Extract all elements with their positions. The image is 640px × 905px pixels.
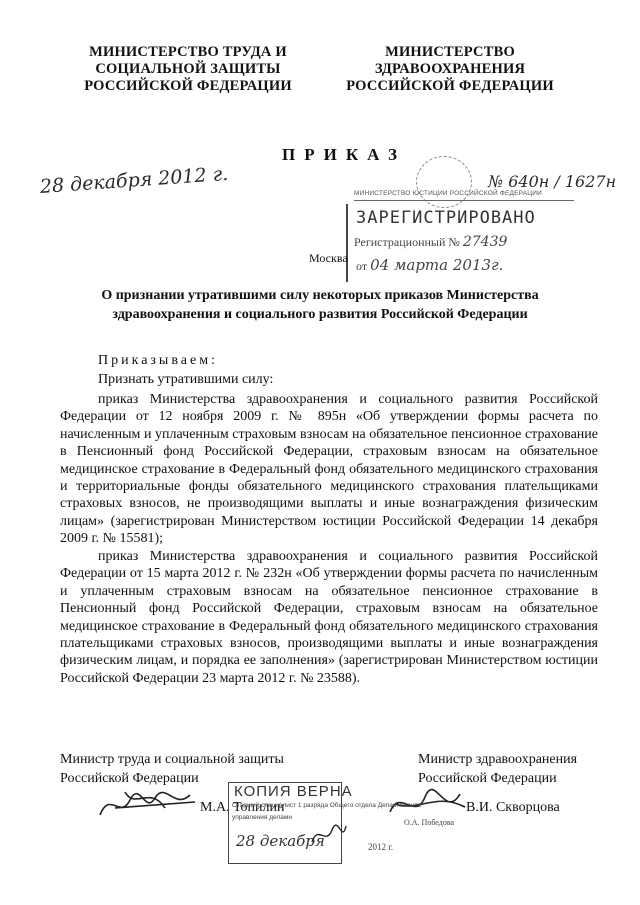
ministry-health-line-2: ЗДРАВООХРАНЕНИЯ (374, 61, 526, 77)
copy-stamp-date: 28 декабря (236, 832, 325, 850)
ministry-labor-line-2: СОЦИАЛЬНОЙ ЗАЩИТЫ (95, 61, 281, 77)
copy-stamp-signature-icon (308, 820, 348, 850)
copy-stamp-department: управления делами (232, 814, 292, 821)
stamp-reg-number-row (354, 234, 507, 250)
order-title: ПРИКАЗ (282, 145, 406, 164)
stamp-border-line (346, 204, 348, 282)
ministry-labor-line-1: МИНИСТЕРСТВО ТРУДА И (89, 44, 287, 60)
ministry-health-line-3: РОССИЙСКОЙ ФЕДЕРАЦИИ (346, 78, 554, 94)
signer-left-name: М.А. Топилин (200, 800, 285, 815)
copy-certified-stamp (228, 778, 478, 870)
paragraph-1: приказ Министерства здравоохранения и социального развития Российской Федерации от 12 ноября 2009 г. № 895н «Об утверждении формы расчета по начисленным и уплаченным страховым взносам на обязательное пенсионное страхование в Пенсионный фонд Российской Федерации, страховым взносам на обязательное медицинское страхование в Федеральный фонд обязательного медицинского страхования и территориальные фонды обязательного медицинского страхования плательщиками страховых взносов, не производящими выплаты и иные вознаграждения физическим лицам» (зарегистрирован Министерством юстиции Российской Федерации 14 декабря 2009 г. № 15581); (60, 392, 598, 547)
signer-right-title-line-2: Российской Федерации (418, 771, 557, 786)
paragraph-1-wrapper (60, 391, 598, 548)
stamp-date-value: 04 марта 2013г. (370, 256, 504, 274)
ministry-labor-line-3: РОССИЙСКОЙ ФЕДЕРАЦИИ (84, 78, 292, 94)
copy-stamp-position: Старший специалист 1 разряда Общего отдела Департамента (232, 802, 422, 809)
copy-stamp-person: О.А. Победова (404, 818, 455, 827)
order-number-handwritten: № 640н / 1627н (488, 172, 617, 191)
city: Москва (309, 251, 348, 265)
signer-left-title-line-2: Российской Федерации (60, 771, 199, 786)
signer-left-title-line-1: Министр труда и социальной защиты (60, 752, 284, 767)
ministry-labor-heading (58, 44, 318, 95)
registration-stamp (336, 162, 592, 282)
ministry-health-heading (320, 44, 580, 95)
stamp-reg-label: Регистрационный № (354, 235, 460, 249)
signature-left-icon (95, 780, 205, 830)
ordain-line: Приказываем: (98, 353, 218, 368)
paragraph-2-wrapper (60, 548, 598, 687)
stamp-rule (354, 200, 574, 201)
stamp-date-row (356, 256, 503, 274)
document-heading: О признании утратившими силу некоторых приказов Министерства здравоохранения и социального развития Российской Федерации (101, 288, 539, 322)
stamp-status: ЗАРЕГИСТРИРОВАНО (356, 208, 536, 228)
stamp-authority: МИНИСТЕРСТВО ЮСТИЦИИ РОССИЙСКОЙ ФЕДЕРАЦИИ (354, 190, 543, 197)
paragraph-2: приказ Министерства здравоохранения и социального развития Российской Федерации от 15 марта 2012 г. № 232н «Об утверждении формы расчета по начисленным и уплаченным страховым взносам на обязательное пенсионное страхование в Пенсионный фонд Российской Федерации, страховым взносам на обязательное медицинское страхование в Федеральный фонд обязательного медицинского страхования плательщиками страховых взносов, производящими выплаты и иные вознаграждения физическим лицам, и порядка ее заполнения» (зарегистрирован Министерством юстиции Российской Федерации 23 марта 2012 г. № 23588). (60, 549, 598, 686)
order-date-handwritten: 28 декабря 2012 г. (39, 162, 229, 198)
repeal-intro: Признать утратившими силу: (98, 372, 274, 387)
stamp-date-prefix: от (356, 259, 368, 273)
signer-right-title-line-1: Министр здравоохранения (418, 752, 578, 767)
signer-right-name: В.И. Скворцова (466, 800, 560, 815)
ministry-health-line-1: МИНИСТЕРСТВО (385, 44, 515, 60)
copy-stamp-year: 2012 г. (368, 842, 394, 852)
stamp-reg-number: 27439 (462, 234, 508, 250)
copy-stamp-title: КОПИЯ ВЕРНА (234, 783, 353, 800)
